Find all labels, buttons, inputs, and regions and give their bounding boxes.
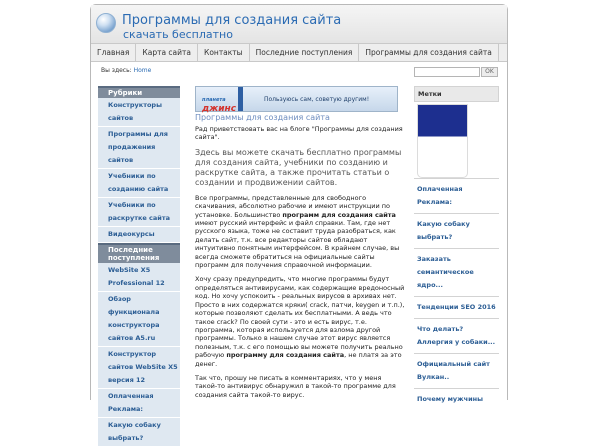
sidebar-item-latest-3[interactable]: Конструктор сайтов WebSite X5 версия 12	[98, 347, 180, 389]
lead-paragraph: Здесь вы можете скачать бесплатно программы для создания сайта, учебники по созданию и раскрутке сайта, а также прочитать статьи о создании и продвижении сайтов.	[195, 147, 402, 187]
banner-stripe	[238, 87, 243, 111]
page-title: Программы для создания сайта	[195, 113, 330, 122]
left-sidebar	[98, 86, 180, 447]
sidebar-item-creation-tutorials[interactable]: Учебники по созданию сайта	[98, 169, 180, 198]
breadcrumb-home-link[interactable]: Home	[133, 67, 152, 74]
sidebar-item-latest-2[interactable]: Обзор функционала конструктора сайтов A5.ru	[98, 292, 180, 347]
paragraph-1	[195, 194, 405, 270]
banner-brand: джинс	[202, 104, 237, 114]
sidebar-item-latest-5[interactable]: Какую собаку выбрать?	[98, 418, 180, 447]
sidebar-item-latest-4[interactable]: Оплаченная Реклама:	[98, 389, 180, 418]
paragraph-2-bold: программу для создания сайта	[226, 351, 345, 360]
sidebar-item-constructors[interactable]: Конструкторы сайтов	[98, 98, 180, 127]
banner-logo	[202, 94, 236, 114]
paragraph-1-text-a: Все программы, представленные для свободного скачивания, абсолютно рабочие и имеют инструкции по установке. Большинство	[195, 193, 390, 219]
right-sidebar	[414, 86, 499, 410]
paragraph-1-bold: программ для создания сайта	[282, 210, 396, 219]
paragraph-2-text-a: Хочу сразу предупредить, что многие программы будут определяться антивирусами, как содержащие вредоносный код. Но хочу успокоить - реальных вирусов в архивах нет. Просто в них содержатся кряки( crack, патчи, keygen и т.п.), которые позволяют сделать их бесплатными. А ведь что такое crack? По своей сути - это и есть вирус, т.е. программа, которая используется для взлома другой программы. Только в нашем случае этот вирус является полезным, т.к. с его помощью вы можете получить реально рабочую	[195, 275, 405, 360]
breadcrumb	[101, 67, 151, 74]
nav-item-latest[interactable]: Последние поступления	[250, 44, 360, 61]
sidebar-item-latest-1[interactable]: WebSite X5 Professional 12	[98, 263, 180, 292]
paragraph-1-text-c: имеют русский интерфейс и файл справки. Там, где нет русского языка, тоже не составит труда разобраться, как делать сайт, т.к. все редакторы сайтов обладают интуитивно понятным интерфейсом. В крайнем случае, вы всегда сможете обратиться на официальные сайты программ для получения справочной информации.	[195, 219, 400, 270]
search-button[interactable]: OK	[481, 67, 498, 77]
site-header	[91, 5, 507, 44]
nav-item-programs[interactable]: Программы для создания сайта	[359, 44, 499, 61]
right-item-semantic-core[interactable]: Заказать семантическое ядро...	[414, 248, 499, 296]
tag-widget-image[interactable]	[417, 104, 468, 178]
nav-item-sitemap[interactable]: Карта сайта	[136, 44, 198, 61]
page-container	[90, 4, 508, 442]
breadcrumb-prefix: Вы здесь:	[101, 67, 132, 74]
banner-brand-small: планета	[202, 97, 226, 103]
tags-header: Метки	[414, 86, 499, 102]
right-item-paid-ads[interactable]: Оплаченная Реклама:	[414, 178, 499, 213]
site-subtitle: скачать бесплатно	[123, 28, 233, 41]
sidebar-header-categories: Рубрики	[98, 86, 180, 98]
site-title[interactable]: Программы для создания сайта	[122, 13, 342, 28]
nav-item-contacts[interactable]: Контакты	[198, 44, 250, 61]
banner-text: Пользуюсь сам, советую другим!	[264, 96, 370, 103]
right-item-why-men[interactable]: Почему мужчины	[414, 388, 499, 410]
sidebar-item-promotion-programs[interactable]: Программы для продажения сайтов	[98, 127, 180, 169]
main-nav	[91, 44, 507, 62]
right-item-dog-allergy[interactable]: Что делать? Аллергия у собаки...	[414, 318, 499, 353]
right-item-seo-trends[interactable]: Тенденции SEO 2016	[414, 296, 499, 318]
sidebar-header-latest: Последние поступления	[98, 243, 180, 263]
main-content	[195, 113, 405, 405]
intro-paragraph: Рад приветствовать вас на блоге "Программы для создания сайта".	[195, 125, 403, 142]
search-input[interactable]	[414, 67, 480, 77]
paragraph-3: Так что, прошу не писать в комментариях, что у меня такой-то антивирус обнаружил в такой-то программе для создания сайта такой-то вирус.	[195, 373, 396, 399]
sidebar-item-video-courses[interactable]: Видеокурсы	[98, 227, 180, 243]
paragraph-2-text-c: , не платя за это денег.	[195, 351, 402, 368]
globe-orb-icon[interactable]	[96, 13, 116, 33]
right-item-dog-choice[interactable]: Какую собаку выбрать?	[414, 213, 499, 248]
paragraph-2	[195, 275, 405, 367]
sidebar-item-seo-tutorials[interactable]: Учебники по раскрутке сайта	[98, 198, 180, 227]
ad-banner[interactable]	[195, 86, 398, 112]
right-item-vulkan[interactable]: Официальный сайт Вулкан..	[414, 353, 499, 388]
nav-item-home[interactable]: Главная	[91, 44, 136, 61]
